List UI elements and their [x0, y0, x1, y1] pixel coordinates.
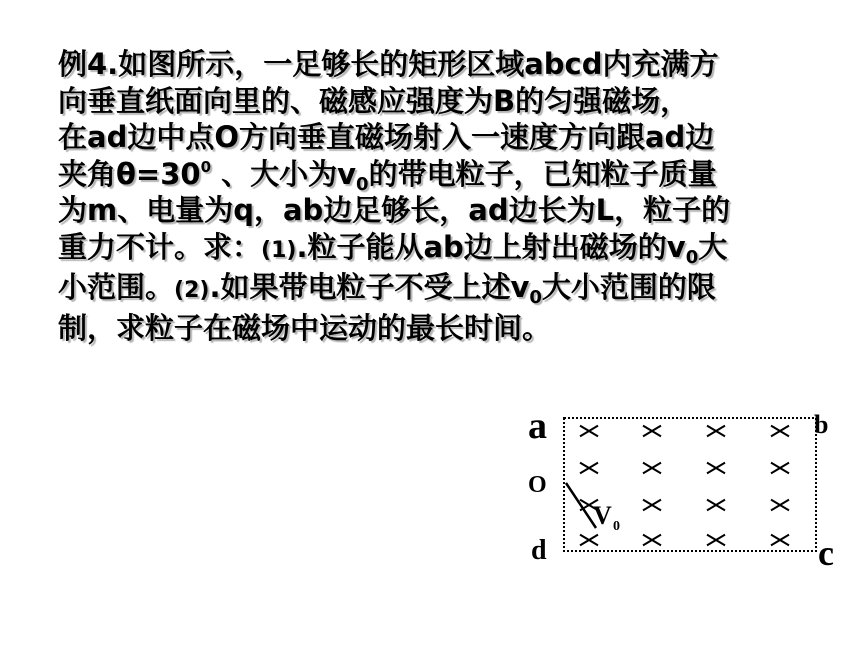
field-cross-mark: [580, 426, 598, 437]
corner-a-label: a: [528, 405, 547, 447]
field-cross-mark: [771, 463, 789, 474]
field-cross-mark: [580, 535, 598, 546]
field-cross-mark: [771, 426, 789, 437]
field-cross-mark: [771, 500, 789, 511]
v0-subscript: 0: [685, 246, 699, 268]
corner-d-label: d: [531, 535, 547, 566]
problem-line-1: 例4.如图所示，一足够长的矩形区域abcd内充满方: [58, 47, 719, 81]
field-cross-mark: [643, 463, 661, 474]
example-label: 例4.: [58, 47, 119, 81]
field-cross-mark: [707, 500, 725, 511]
field-cross-mark: [771, 535, 789, 546]
corner-b-label: b: [814, 410, 829, 439]
problem-line-2: 向垂直纸面向里的、磁感应强度为B的匀强磁场，: [58, 83, 690, 118]
v0-subscript: 0: [356, 173, 369, 195]
problem-line-8: 制，求粒子在磁场中运动的最长时间。: [58, 310, 552, 345]
velocity-label: V: [593, 501, 612, 530]
velocity-subscript: 0: [613, 519, 620, 534]
corner-c-label: c: [818, 533, 834, 573]
field-cross-mark: [643, 500, 661, 511]
field-cross-mark: [707, 463, 725, 474]
degree-superscript: 0: [200, 157, 212, 176]
point-o-label: O: [528, 472, 547, 498]
field-cross-mark: [707, 426, 725, 437]
field-cross-mark: [580, 463, 598, 474]
problem-line-4: 夹角$\theta=30^0$ 、大小为$v_0$的带电粒子，已知粒子质量: [58, 156, 717, 195]
problem-line-3: 在ad边中点O方向垂直磁场射入一速度方向跟ad边: [58, 120, 715, 154]
question-number-2: (2): [174, 278, 210, 303]
problem-line-5: 为m、电量为q，ab边足够长，ad边长为L，粒子的: [58, 193, 731, 227]
problem-line-6: 重力不计。求：(1).粒子能从ab边上射出磁场的$v_0$大: [58, 229, 728, 268]
v0-subscript: 0: [529, 287, 542, 308]
problem-line-7: 小范围。(2).如果带电粒子不受上述$v_0$大小范围的限: [58, 270, 716, 308]
field-cross-mark: [707, 535, 725, 546]
field-cross-mark: [643, 535, 661, 546]
field-region-rect: [564, 418, 816, 551]
field-cross-mark: [643, 426, 661, 437]
question-number-1: (1): [261, 237, 297, 263]
